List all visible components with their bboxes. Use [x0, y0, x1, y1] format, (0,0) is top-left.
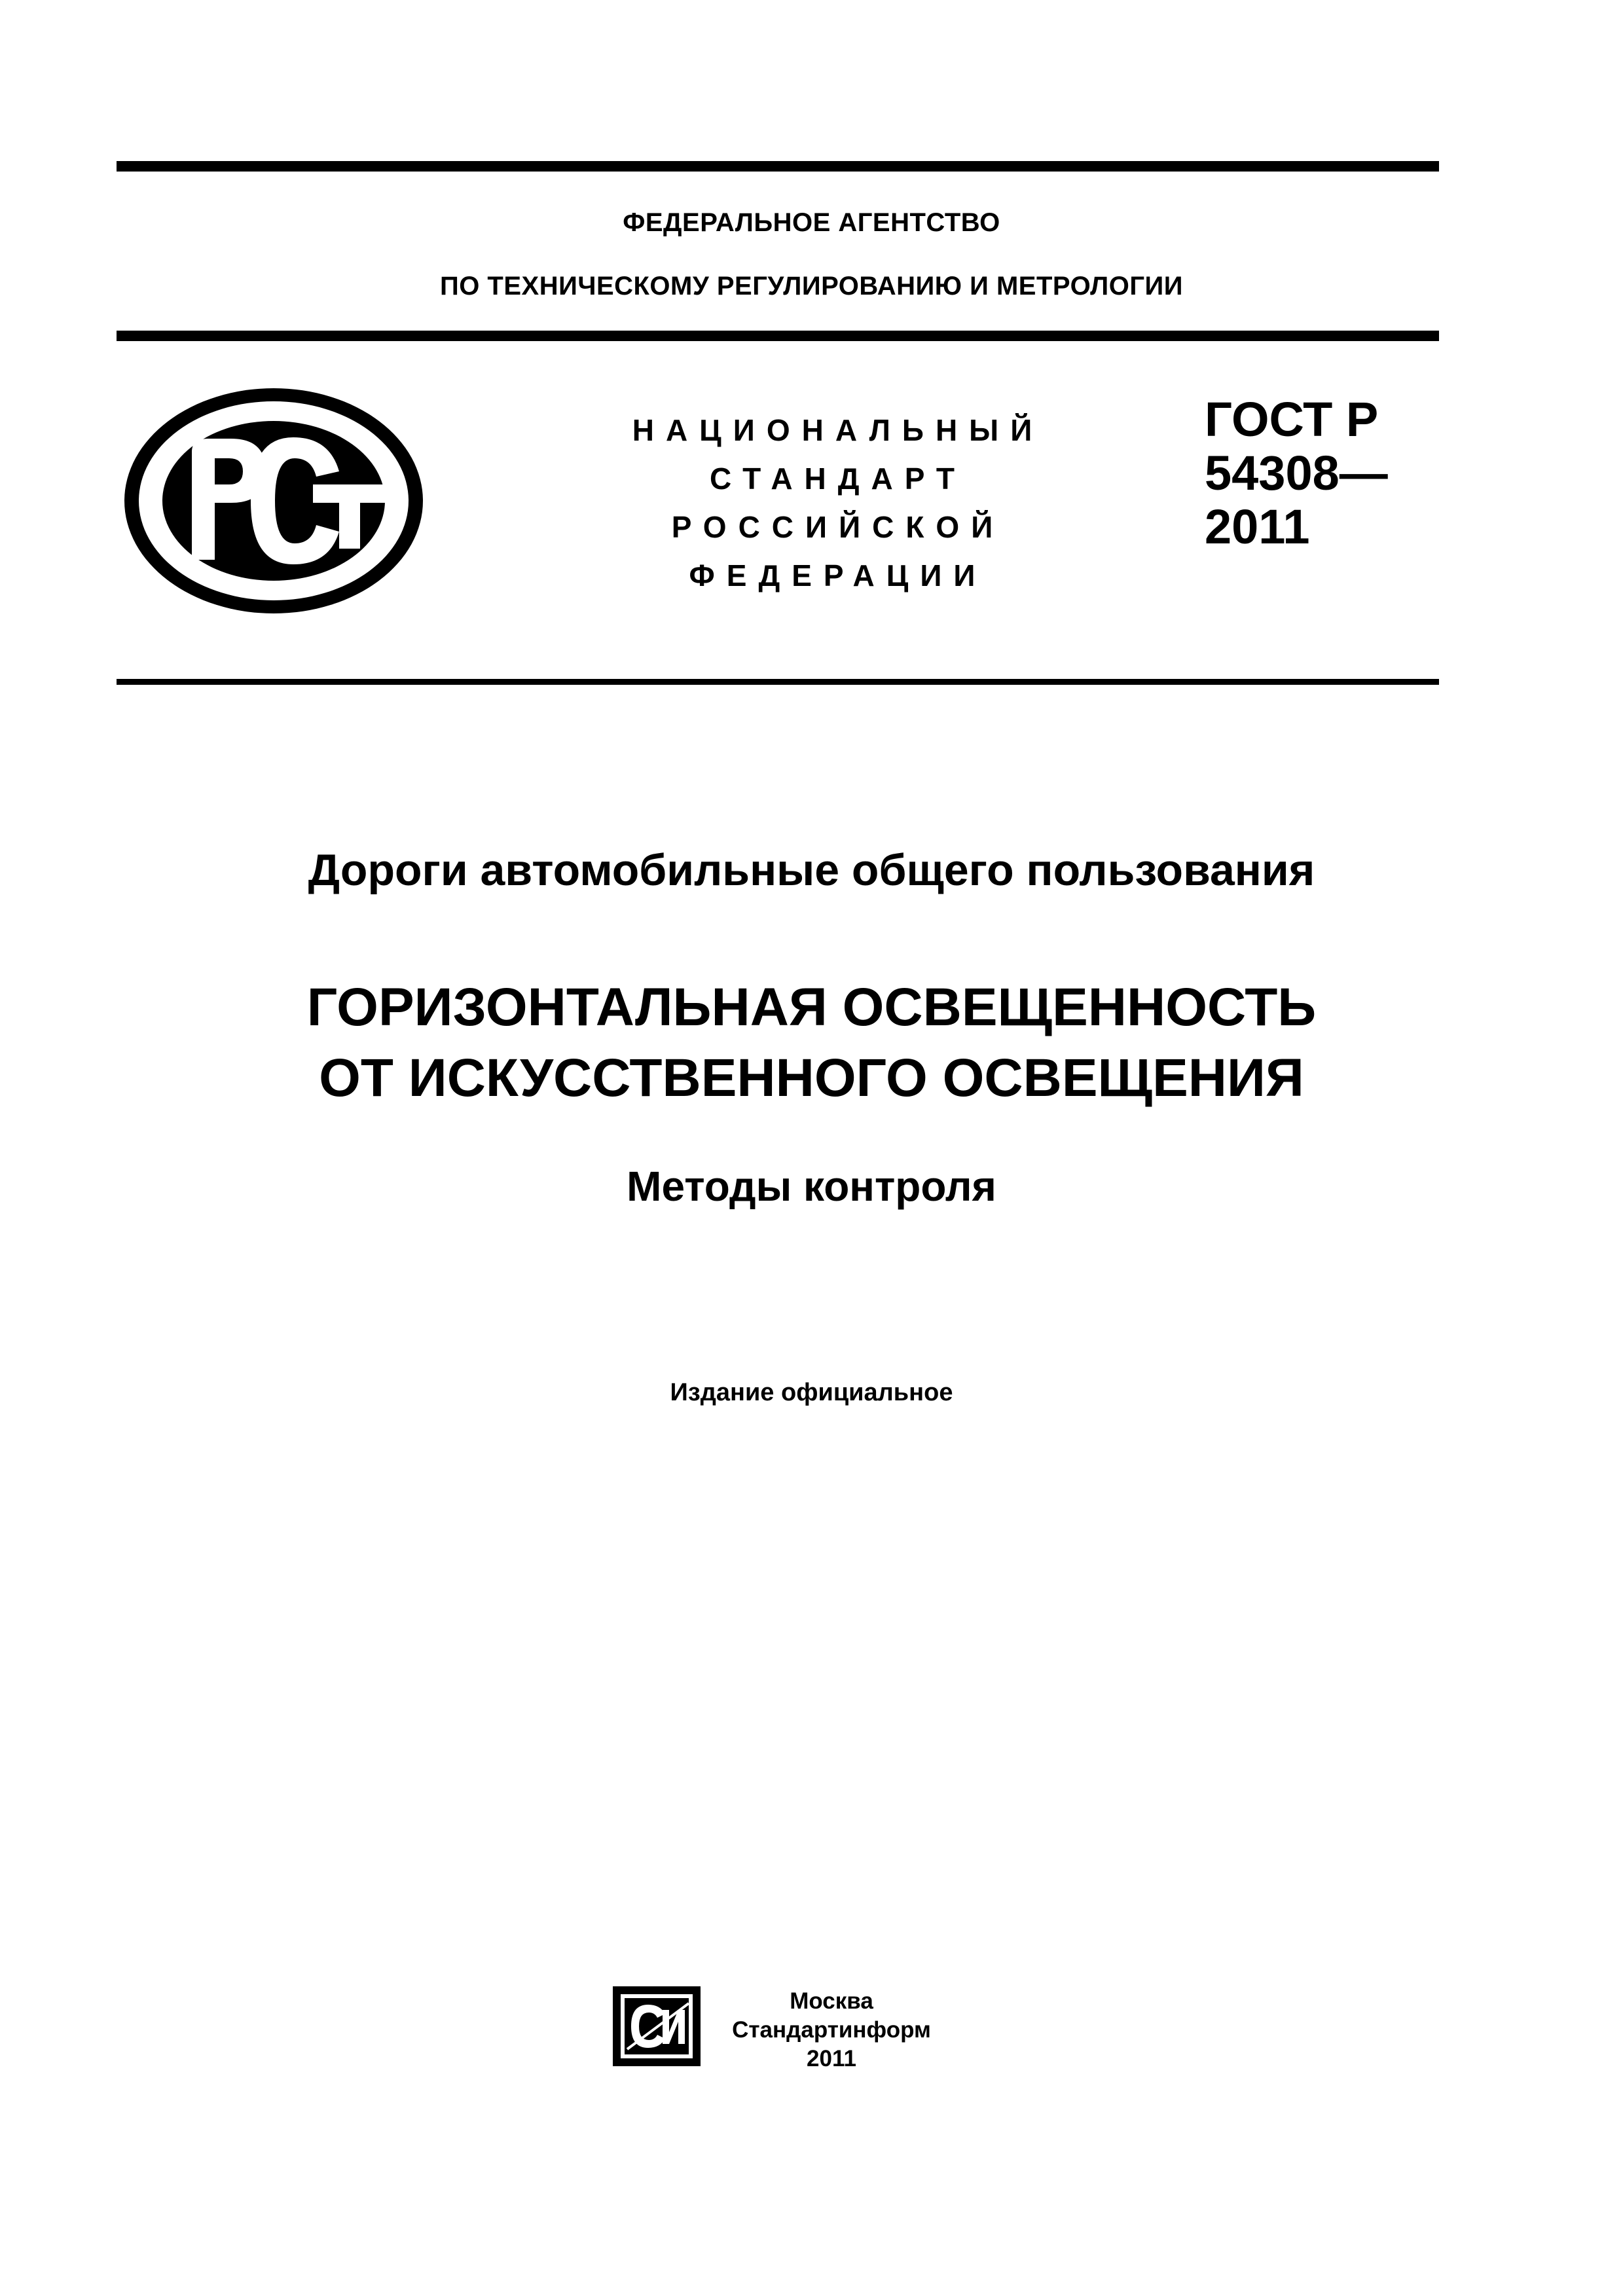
document-main-title — [0, 972, 1623, 1114]
national-line-1: НАЦИОНАЛЬНЫЙ — [632, 413, 1044, 447]
publisher-year: 2011 — [807, 2046, 856, 2071]
national-line-3: РОССИЙСКОЙ — [671, 510, 1005, 544]
gost-designation — [1205, 393, 1440, 554]
publisher-name: Стандартинформ — [732, 2017, 931, 2043]
standartinform-logo-icon — [608, 1984, 706, 2069]
publisher-block — [720, 1987, 943, 2073]
publisher-city: Москва — [790, 1988, 873, 2014]
national-line-2: СТАНДАРТ — [710, 462, 966, 496]
bottom-rule — [117, 679, 1439, 685]
document-subtitle: Дороги автомобильные общего пользования — [308, 845, 1315, 895]
middle-rule — [117, 331, 1439, 341]
national-standard-block — [570, 406, 1106, 600]
edition-note: Издание официальное — [670, 1379, 953, 1406]
agency-name-line-2: ПО ТЕХНИЧЕСКОМУ РЕГУЛИРОВАНИЮ И МЕТРОЛОГИИ — [439, 272, 1184, 301]
agency-name-line-1: ФЕДЕРАЛЬНОЕ АГЕНТСТВО — [623, 208, 1000, 237]
main-title-line-2: ОТ ИСКУССТВЕННОГО ОСВЕЩЕНИЯ — [319, 1048, 1304, 1108]
national-line-4: ФЕДЕРАЦИИ — [689, 558, 987, 592]
gost-number: 54308— — [1205, 446, 1388, 500]
main-title-line-1: ГОРИЗОНТАЛЬНАЯ ОСВЕЩЕННОСТЬ — [306, 977, 1317, 1037]
gost-year: 2011 — [1205, 500, 1310, 554]
rst-logo-icon — [117, 380, 431, 622]
gost-prefix: ГОСТ Р — [1205, 392, 1379, 446]
top-rule — [117, 161, 1439, 172]
document-methods-title: Методы контроля — [627, 1163, 996, 1210]
